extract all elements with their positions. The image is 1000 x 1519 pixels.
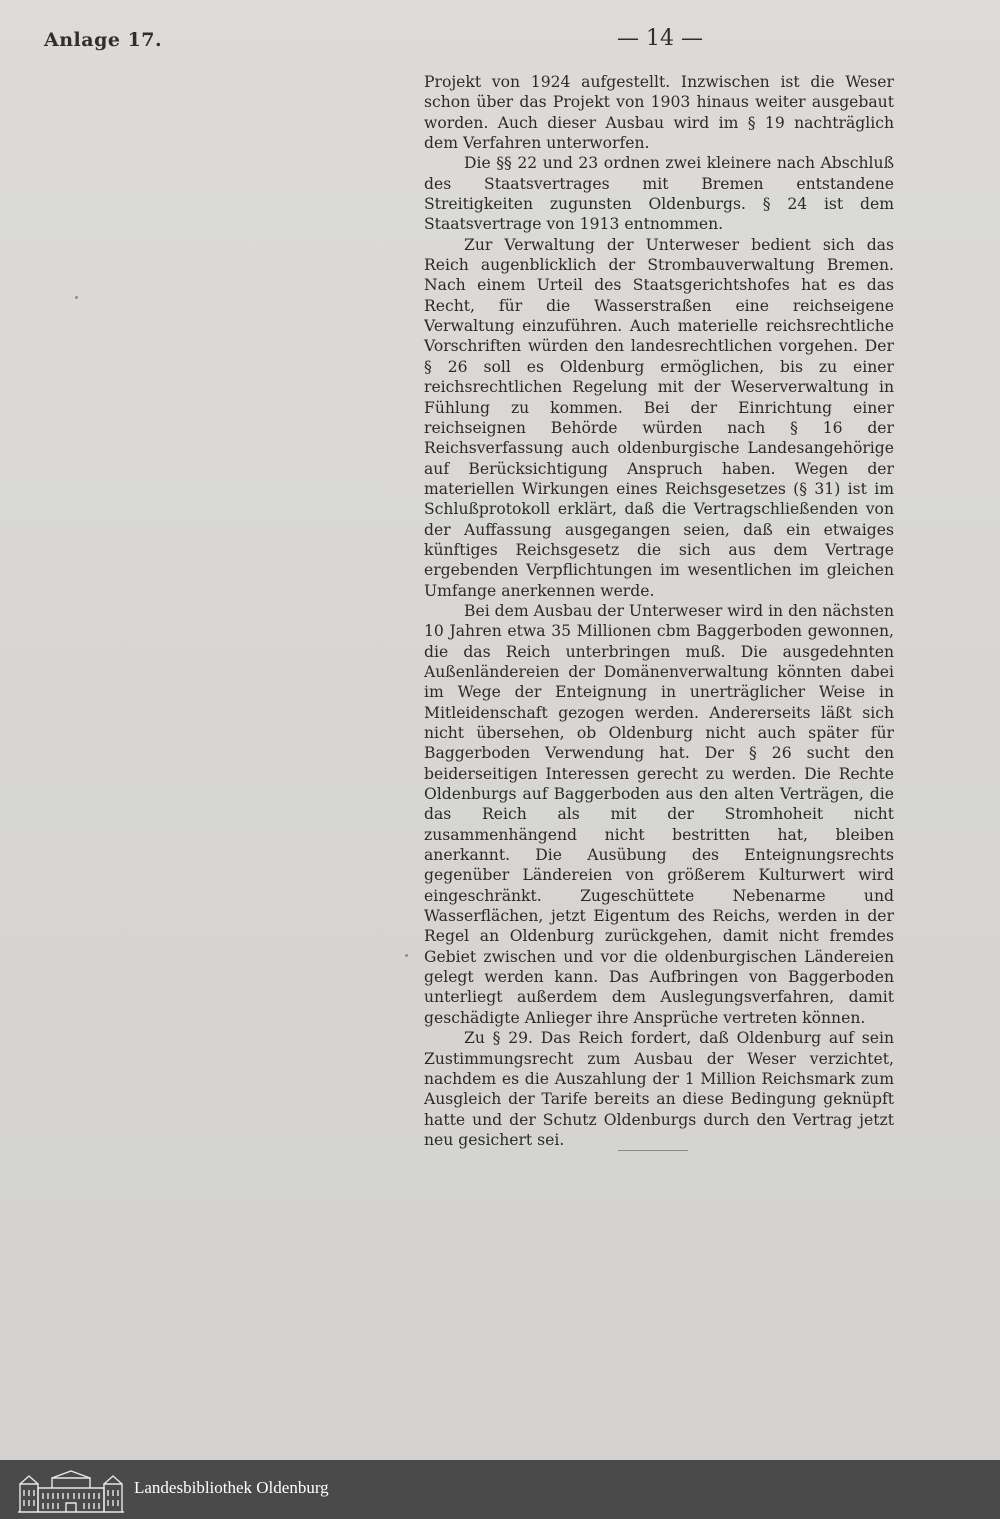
- text-column: [424, 72, 894, 1150]
- footer-bar: [0, 1460, 1000, 1519]
- end-divider: [618, 1150, 688, 1151]
- annex-label: Anlage 17.: [44, 29, 163, 51]
- paragraph-2: Die §§ 22 und 23 ordnen zwei kleinere nach Abschluß des Staatsvertrages mit Bremen entstandene Streitigkeiten zugunsten Oldenburgs. § 24 ist dem Staatsvertrage von 1913 entnommen.: [424, 154, 894, 234]
- page-number: — 14 —: [617, 26, 703, 51]
- paper-speck: [405, 954, 408, 957]
- paragraph-5: Zu § 29. Das Reich fordert, daß Oldenburg auf sein Zustimmungsrecht zum Ausbau der Weser verzichtet, nachdem es die Auszahlung der 1 Million Reichsmark zum Ausgleich der Tarife bereits an diese Bedingung geknüpft hatte und der Schutz Oldenburgs durch den Vertrag jetzt neu gesichert sei.: [424, 1029, 894, 1149]
- library-building-icon: [16, 1468, 126, 1514]
- paragraph-1: Projekt von 1924 aufgestellt. Inzwischen ist die Weser schon über das Projekt von 1903 hinaus weiter ausgebaut worden. Auch dieser Ausbau wird im § 19 nachträglich dem Verfahren unterworfen.: [424, 73, 894, 153]
- paragraph-3: Zur Verwaltung der Unterweser bedient sich das Reich augenblicklich der Strombauverwaltung Bremen. Nach einem Urteil des Staatsgerichtshofes hat es das Recht, für die Wasserstraßen eine reichseigene Verwaltung einzuführen. Auch materielle reichsrechtliche Vorschriften würden den landesrechtlichen vorgehen. Der § 26 soll es Oldenburg ermöglichen, bis zu einer reichsrechtlichen Regelung mit der Weserverwaltung in Fühlung zu kommen. Bei der Einrichtung einer reichseignen Behörde würden nach § 16 der Reichsverfassung auch oldenburgische Landesangehörige auf Berücksichtigung Anspruch haben. Wegen der materiellen Wirkungen eines Reichsgesetzes (§ 31) ist im Schlußprotokoll erklärt, daß die Vertragschließenden von der Auffassung ausgegangen seien, daß ein etwaiges künftiges Reichsgesetz die sich aus dem Vertrage ergebenden Verpflichtungen im wesentlichen im gleichen Umfange anerkennen werde.: [424, 235, 894, 600]
- library-name: Landesbibliothek Oldenburg: [134, 1478, 329, 1497]
- paper-speck: [75, 296, 78, 299]
- paragraph-4: Bei dem Ausbau der Unterweser wird in den nächsten 10 Jahren etwa 35 Millionen cbm Baggerboden gewonnen, die das Reich unterbringen muß. Die ausgedehnten Außenländereien der Domänenverwaltung könnten dabei im Wege der Enteignung in unerträglicher Weise in Mitleidenschaft gezogen werden. Andererseits läßt sich nicht übersehen, ob Oldenburg nicht auch später für Baggerboden Verwendung hat. Der § 26 sucht den beiderseitigen Interessen gerecht zu werden. Die Rechte Oldenburgs auf Baggerboden aus den alten Verträgen, die das Reich als mit der Stromhoheit nicht zusammenhängend nicht bestritten hat, bleiben anerkannt. Die Ausübung des Enteignungsrechts gegenüber Ländereien von größerem Kulturwert wird eingeschränkt. Zugeschüttete Nebenarme und Wasserflächen, jetzt Eigentum des Reichs, werden in der Regel an Oldenburg zurückgehen, damit nicht fremdes Gebiet zwischen und vor die oldenburgischen Ländereien gelegt werden kann. Das Aufbringen von Baggerboden unterliegt außerdem dem Auslegungsverfahren, damit geschädigte Anlieger ihre Ansprüche vertreten können.: [424, 601, 894, 1027]
